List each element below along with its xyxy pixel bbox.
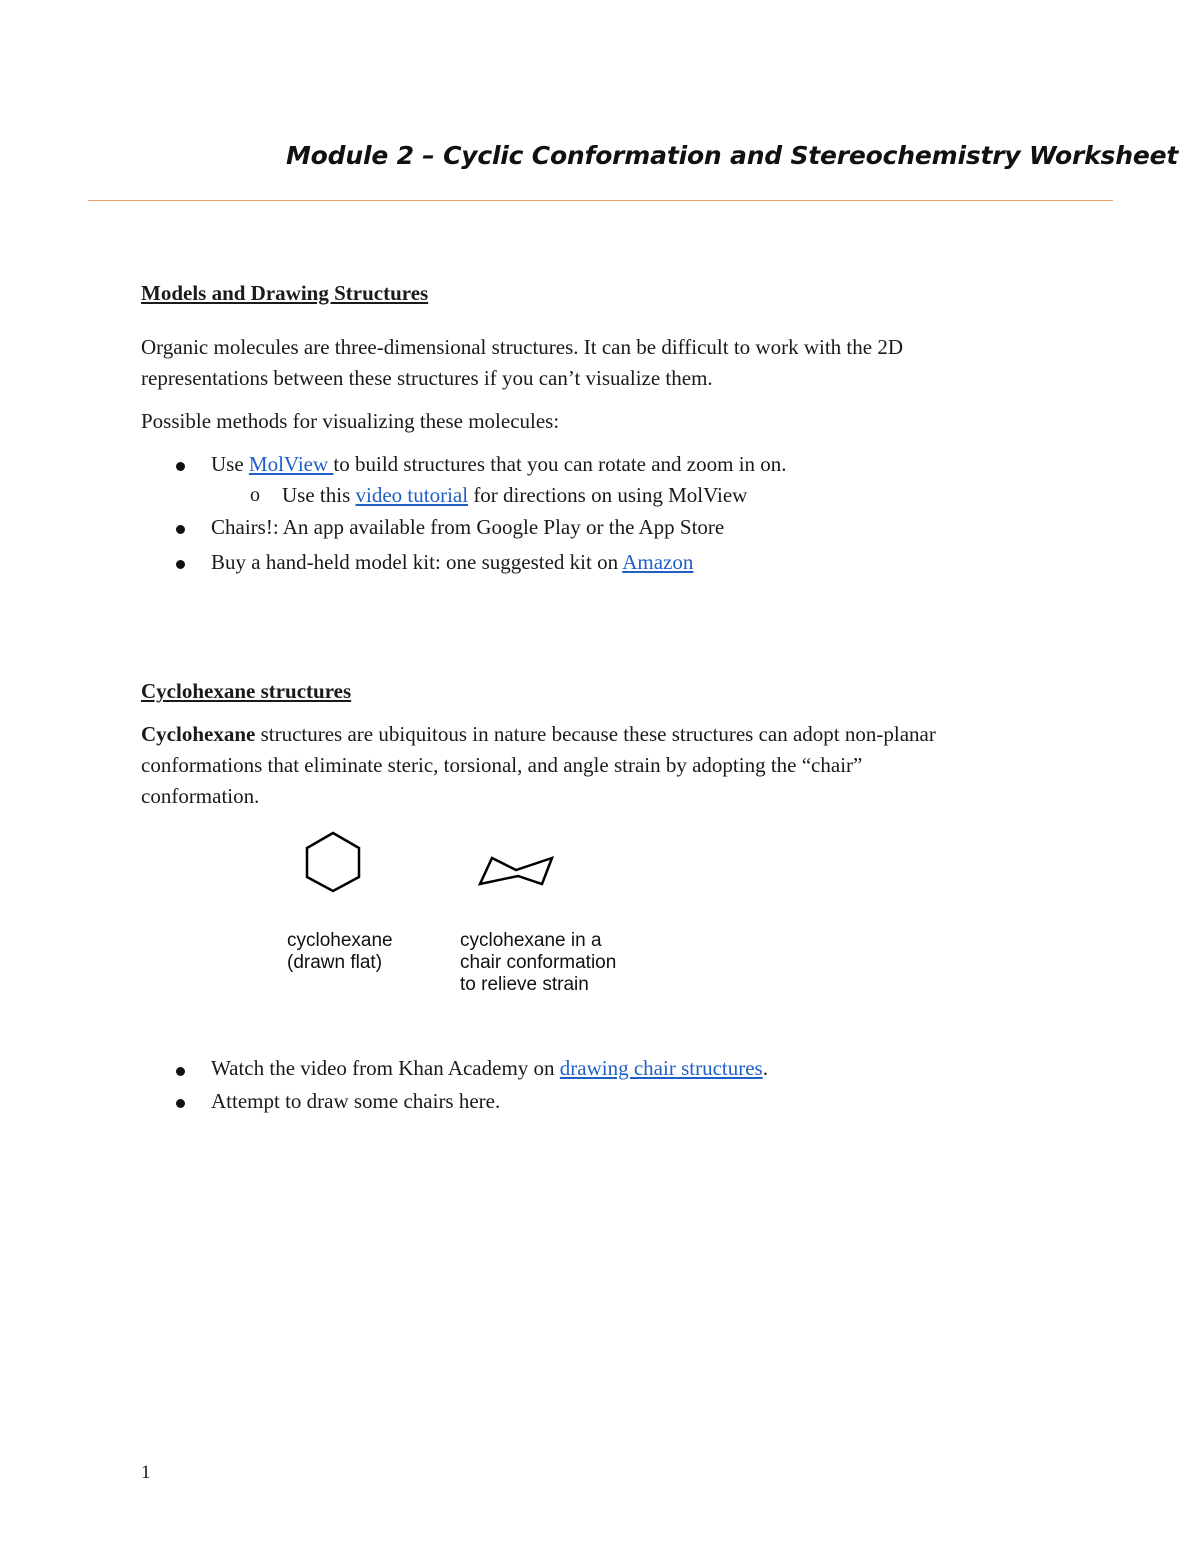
- page-number: 1: [141, 1462, 151, 1483]
- cyclohexane-line-3: conformation.: [141, 784, 260, 808]
- list-item-model-kit: Buy a hand-held model kit: one suggested kit on Amazon: [211, 550, 694, 574]
- intro-line-1: Organic molecules are three-dimensional structures. It can be difficult to work with the 2D: [141, 335, 903, 359]
- molview-link[interactable]: MolView: [248, 452, 334, 476]
- bullet-dot: [176, 525, 185, 534]
- list-item-molview: Use MolView to build structures that you can rotate and zoom in on.: [211, 452, 787, 476]
- cyclohexane-line-1: Cyclohexane structures are ubiquitous in nature because these structures can adopt non-planar: [141, 722, 936, 746]
- list-item-attempt-draw: Attempt to draw some chairs here.: [211, 1089, 501, 1113]
- bullet-dot: [176, 1099, 185, 1108]
- bullet-dot: [176, 1067, 185, 1076]
- caption-flat: cyclohexane (drawn flat): [287, 930, 393, 973]
- cyclohexane-paragraph: [141, 719, 936, 812]
- video-tutorial-link[interactable]: video tutorial: [355, 483, 469, 507]
- cyclohexane-chair-structure: [476, 852, 556, 888]
- cyclohexane-bold-term: Cyclohexane: [141, 722, 256, 746]
- intro-paragraph: [141, 332, 903, 394]
- drawing-chair-structures-link[interactable]: drawing chair structures: [559, 1056, 763, 1080]
- section-heading-models: Models and Drawing Structures: [141, 281, 429, 305]
- intro-line-2: representations between these structures if you can’t visualize them.: [141, 366, 713, 390]
- list-item-video-tutorial: Use this video tutorial for directions on using MolView: [282, 483, 748, 507]
- sub-bullet-marker: o: [250, 484, 260, 506]
- cyclohexane-flat-structure: [304, 830, 364, 894]
- caption-chair: cyclohexane in a chair conformation to relieve strain: [460, 930, 617, 995]
- amazon-link[interactable]: Amazon: [622, 550, 694, 574]
- bullet-dot: [176, 462, 185, 471]
- header-divider: [88, 200, 1113, 201]
- bullet-dot: [176, 560, 185, 569]
- worksheet-title: Module 2 – Cyclic Conformation and Stereochemistry Worksheet: [286, 141, 1179, 170]
- list-item-chairs-app: Chairs!: An app available from Google Play or the App Store: [211, 515, 725, 539]
- list-item-khan-video: Watch the video from Khan Academy on drawing chair structures.: [211, 1056, 768, 1080]
- methods-intro: Possible methods for visualizing these molecules:: [141, 409, 560, 433]
- cyclohexane-line-2: conformations that eliminate steric, torsional, and angle strain by adopting the “chair”: [141, 753, 863, 777]
- section-heading-cyclohexane: Cyclohexane structures: [141, 679, 352, 703]
